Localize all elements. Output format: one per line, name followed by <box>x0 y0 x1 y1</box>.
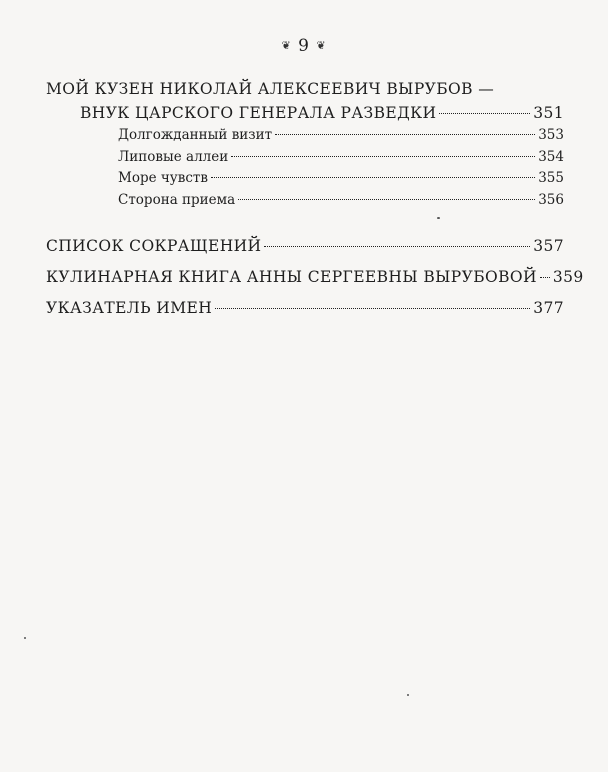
subsection-page: 356 <box>538 192 564 208</box>
subsection-entry[interactable] <box>118 170 564 186</box>
subsection-page: 354 <box>538 149 564 165</box>
subsection-title: Долгожданный визит <box>118 127 273 143</box>
entry-title: УКАЗАТЕЛЬ ИМЕН <box>46 299 213 317</box>
leader-dots <box>540 277 550 278</box>
entry-page: 359 <box>552 268 584 286</box>
paper-speck <box>437 217 440 219</box>
subsection-page: 353 <box>538 127 564 143</box>
entry-page: 357 <box>533 237 564 255</box>
chapter1-title-line2: ВНУК ЦАРСКОГО ГЕНЕРАЛА РАЗВЕДКИ <box>80 104 437 122</box>
leader-dots <box>275 134 535 135</box>
leader-dots <box>439 113 530 114</box>
chapter1-title-line1: МОЙ КУЗЕН НИКОЛАЙ АЛЕКСЕЕВИЧ ВЫРУБОВ — <box>46 80 495 98</box>
subsection-entry[interactable] <box>118 127 564 143</box>
subsection-entry[interactable] <box>118 149 564 165</box>
paper-speck <box>407 694 409 696</box>
entry-title: КУЛИНАРНАЯ КНИГА АННЫ СЕРГЕЕВНЫ ВЫРУБОВОЙ <box>46 268 537 286</box>
subsection-page: 355 <box>538 170 564 186</box>
leader-dots <box>231 156 535 157</box>
leader-dots <box>215 308 530 309</box>
toc-entry[interactable] <box>46 299 564 317</box>
toc-entry[interactable] <box>46 268 584 286</box>
chapter1-page: 351 <box>533 104 564 122</box>
entry-title: СПИСОК СОКРАЩЕНИЙ <box>46 237 262 255</box>
toc-entry[interactable] <box>46 237 564 255</box>
subsection-title: Липовые аллеи <box>118 149 229 165</box>
page-number-value: 9 <box>298 36 310 56</box>
page-number <box>0 36 608 56</box>
leader-dots <box>211 177 535 178</box>
chapter1-entry[interactable] <box>80 104 564 122</box>
leader-dots <box>264 246 530 247</box>
subsection-entry[interactable] <box>118 192 564 208</box>
ornament-right-icon: ❦ <box>316 39 327 52</box>
subsection-title: Сторона приема <box>118 192 236 208</box>
entry-page: 377 <box>533 299 564 317</box>
ornament-left-icon: ❦ <box>281 39 292 52</box>
paper-speck <box>24 637 26 639</box>
subsection-title: Море чувств <box>118 170 208 186</box>
leader-dots <box>238 199 535 200</box>
